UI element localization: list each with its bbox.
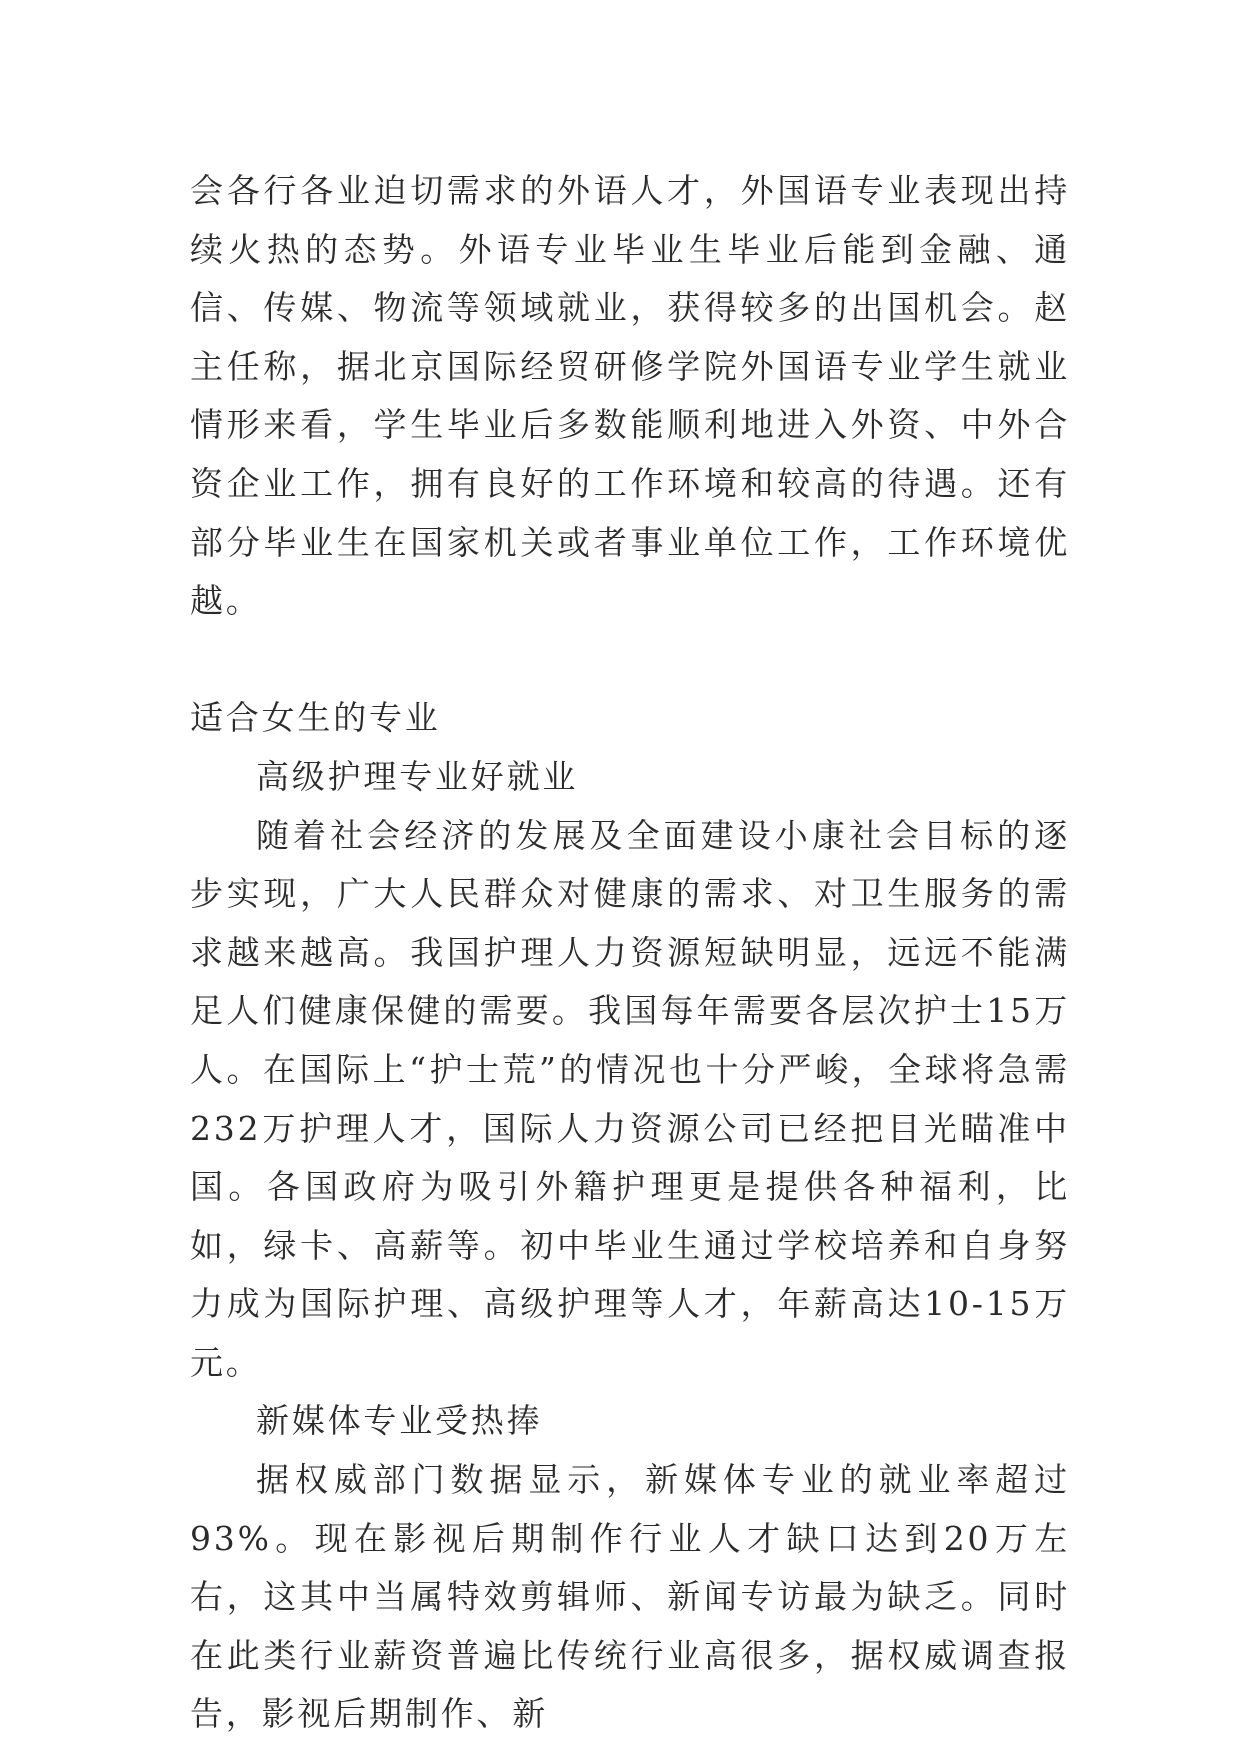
subheading-nursing: 高级护理专业好就业 (256, 756, 579, 796)
paragraph-foreign-language: 会各行各业迫切需求的外语人才，外国语专业表现出持续火热的态势。外语专业毕业生毕业后能到金融、通信、传媒、物流等领域就业，获得较多的出国机会。赵主任称，据北京国际经贸研修学院外国语专业学生就业情形来看，学生毕业后多数能顺利地进入外资、中外合资企业工作，拥有良好的工作环境和较高的待遇。还有部分毕业生在国家机关或者事业单位工作，工作环境优越。 (190, 171, 1070, 621)
paragraph-nursing: 随着社会经济的发展及全面建设小康社会目标的逐步实现，广大人民群众对健康的需求、对卫生服务的需求越来越高。我国护理人力资源短缺明显，远远不能满足人们健康保健的需要。我国每年需要各层次护士15万人。在国际上“护士荒”的情况也十分严峻，全球将急需232万护理人才，国际人力资源公司已经把目光瞄准中国。各国政府为吸引外籍护理更是提供各种福利，比如，绿卡、高薪等。初中毕业生通过学校培养和自身努力成为国际护理、高级护理等人才，年薪高达10-15万元。 (190, 815, 1070, 1382)
subheading-new-media: 新媒体专业受热捧 (256, 1401, 543, 1441)
section-title: 适合女生的专业 (190, 698, 441, 738)
document-body (190, 162, 1070, 1744)
paragraph-new-media: 据权威部门数据显示，新媒体专业的就业率超过93%。现在影视后期制作行业人才缺口达到20万左右，这其中当属特效剪辑师、新闻专访最为缺乏。同时在此类行业薪资普遍比传统行业高很多，据权威调查报告，影视后期制作、新 (190, 1460, 1070, 1734)
paragraph-gap (190, 631, 1070, 690)
